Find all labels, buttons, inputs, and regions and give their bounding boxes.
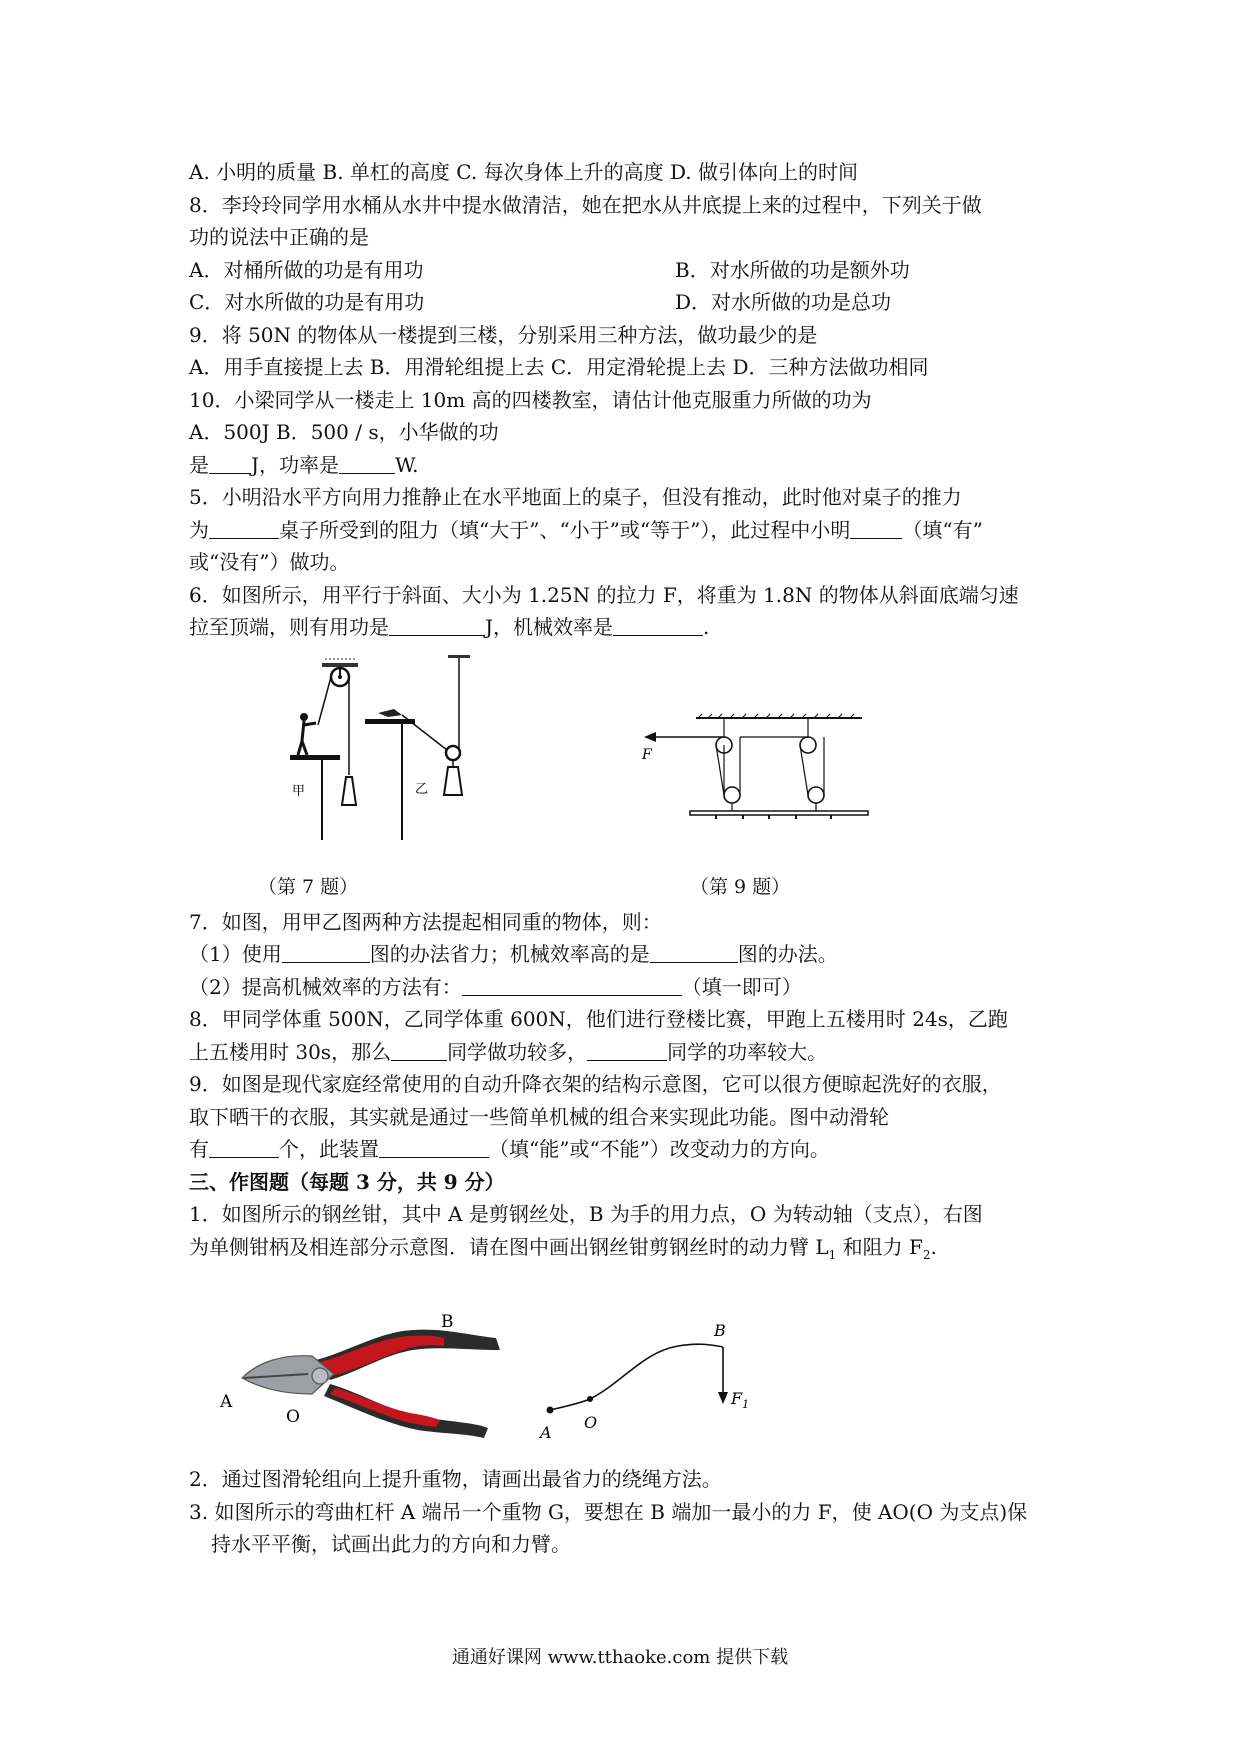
lever-label-o: O [584, 1413, 598, 1432]
q9b-line2: 取下晒干的衣服，其实就是通过一些简单机械的组合来实现此功能。图中动滑轮 [189, 1104, 889, 1129]
draw-q2: 2．通过图滑轮组向上提升重物，请画出最省力的绕绳方法。 [189, 1467, 722, 1491]
q8-option-c: C．对水所做的功是有用功 [189, 290, 425, 314]
q7-prev-options: A. 小明的质量 B. 单杠的高度 C. 每次身体上升的高度 D. 做引体向上的时间 [189, 160, 858, 184]
q8-options-row1 [189, 254, 1064, 287]
q7b-line2: （1）使用 图的办法省力；机械效率高的是 图的办法。 [189, 942, 838, 966]
figure-7-label-yi: 乙 [415, 782, 429, 797]
lever-label-a: A [540, 1423, 552, 1442]
answer-blank[interactable] [339, 451, 395, 474]
draw-q1-line1: 1．如图所示的钢丝钳，其中 A 是剪钢丝处，B 为手的用力点，O 为转动轴（支点），右图 [189, 1202, 983, 1226]
pliers-label-o: O [286, 1407, 300, 1427]
page-footer: 通通好课网 www.tthaoke.com 提供下载 [451, 1647, 789, 1668]
pliers-label-b: B [441, 1312, 454, 1332]
figure-9-clothes-rack [640, 715, 870, 830]
q10-stem: 10．小梁同学从一楼走上 10m 高的四楼教室，请估计他克服重力所做的功为 [189, 387, 872, 412]
answer-blank[interactable] [850, 516, 902, 539]
draw-q1-line2: 为单侧钳柄及相连部分示意图．请在图中画出钢丝钳剪钢丝时的动力臂 $L_1$ 和阻力 $F_2$. [189, 1234, 937, 1262]
lever-sketch [528, 1320, 768, 1445]
q8-option-d: D．对水所做的功是总功 [675, 290, 892, 314]
answer-blank[interactable] [209, 516, 279, 539]
lever-label-b: B [714, 1321, 726, 1340]
q8-stem-line1: 8．李玲玲同学用水桶从水井中提水做清洁，她在把水从井底提上来的过程中，下列关于做 [189, 192, 982, 217]
work-power-blank-line: 是 J，功率是 W. [189, 452, 419, 477]
q8b-line2: 上五楼用时 30s，那么 同学做功较多， 同学的功率较大。 [189, 1039, 828, 1064]
answer-blank[interactable] [209, 1135, 279, 1158]
q9b-line3: 有 个，此装置 （填“能”或“不能”）改变动力的方向。 [189, 1137, 830, 1161]
answer-blank[interactable] [282, 940, 370, 963]
q8-options-row2 [189, 286, 1064, 319]
q5-line2: 为 桌子所受到的阻力（填“大于”、“小于”或“等于”），此过程中小明 （填“有” [189, 517, 983, 542]
q10-options: A．500J B．500 / s，小华做的功 [189, 420, 499, 444]
pliers-figure [220, 1310, 508, 1440]
q6-line1: 6．如图所示，用平行于斜面、大小为 1.25N 的拉力 F，将重为 1.8N 的物体从斜面底端匀速 [189, 582, 1019, 607]
answer-blank[interactable] [650, 940, 738, 963]
answer-blank[interactable] [462, 973, 682, 996]
q8b-line1: 8．甲同学体重 500N，乙同学体重 600N，他们进行登楼比赛，甲跑上五楼用时 24s，乙跑 [189, 1007, 1008, 1031]
draw-q3-line2: 持水平平衡，试画出此力的方向和力臂。 [211, 1532, 571, 1556]
q7b-line1: 7．如图，用甲乙图两种方法提起相同重的物体，则： [189, 909, 662, 934]
answer-blank[interactable] [391, 1038, 447, 1061]
figure-7-caption: （第 7 题） [258, 876, 359, 898]
q7b-line3: （2）提高机械效率的方法有： （填一即可） [189, 974, 802, 999]
q6-line2: 拉至顶端，则有用功是 J，机械效率是 . [189, 615, 710, 639]
figure-7-label-jia: 甲 [292, 784, 306, 799]
answer-blank[interactable] [209, 451, 251, 474]
answer-blank[interactable] [613, 613, 703, 636]
figure-9-label-f: F [642, 747, 652, 763]
q9-options: A．用手直接提上去 B．用滑轮组提上去 C．用定滑轮提上去 D．三种方法做功相同 [189, 355, 929, 379]
figure-7-pulleys [292, 655, 480, 845]
q9b-line1: 9．如图是现代家庭经常使用的自动升降衣架的结构示意图，它可以很方便晾起洗好的衣服， [189, 1072, 1002, 1096]
lever-label-f: $F_1$ [731, 1389, 750, 1411]
answer-blank[interactable] [389, 613, 485, 636]
section-3-heading: 三、作图题（每题 3 分，共 9 分） [189, 1169, 505, 1194]
q8-option-a: A．对桶所做的功是有用功 [189, 257, 424, 282]
q8-stem-line2: 功的说法中正确的是 [189, 225, 369, 249]
answer-blank[interactable] [587, 1038, 667, 1061]
figure-9-caption: （第 9 题） [690, 876, 791, 898]
q9-stem: 9．将 50N 的物体从一楼提到三楼，分别采用三种方法，做功最少的是 [189, 322, 818, 347]
answer-blank[interactable] [379, 1135, 489, 1158]
q5-line3: 或“没有”）做功。 [189, 550, 350, 574]
draw-q3-line1: 3. 如图所示的弯曲杠杆 A 端吊一个重物 G，要想在 B 端加一最小的力 F，使 AO(O 为支点)保 [189, 1499, 1028, 1524]
q8-option-b: B．对水所做的功是额外功 [675, 257, 910, 282]
pliers-label-a: A [220, 1392, 233, 1412]
q5-line1: 5．小明沿水平方向用力推静止在水平地面上的桌子，但没有推动，此时他对桌子的推力 [189, 485, 962, 509]
